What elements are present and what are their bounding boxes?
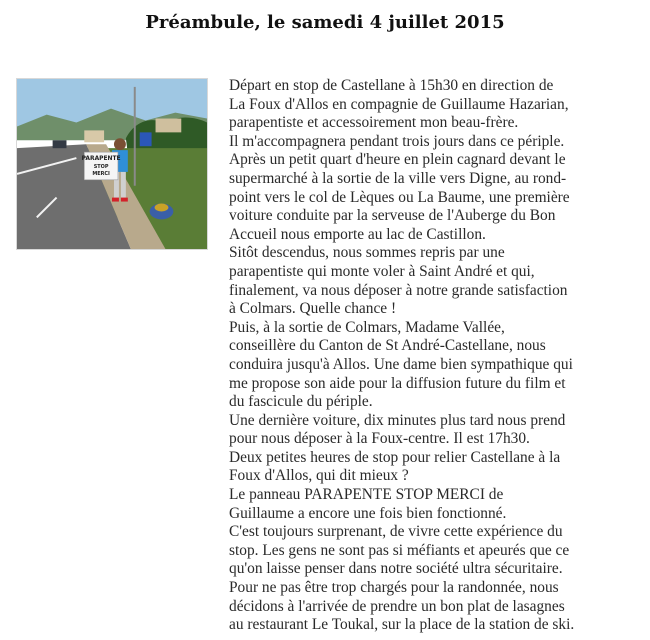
text-line: parapentiste qui monte voler à Saint André et qui, [229, 262, 535, 280]
text-line: qu'on laisse penser dans notre société ultra sécuritaire. [229, 560, 563, 578]
text-line: stop. Les gens ne sont pas si méfiants et apeurés que ce [229, 541, 570, 559]
text-line: Il m'accompagnera pendant trois jours dans ce périple. [229, 132, 565, 150]
text-line: Puis, à la sortie de Colmars, Madame Vallée, [229, 318, 505, 336]
text-line: conduira jusqu'à Allos. Une dame bien sympathique qui [229, 355, 573, 373]
street-pole [134, 87, 136, 186]
text-line: Deux petites heures de stop pour relier Castellane à la [229, 448, 561, 466]
backpack-top [155, 204, 169, 212]
article-body [229, 77, 649, 635]
text-line: me propose son aide pour la diffusion future du film et [229, 374, 566, 392]
hitchhiking-photo [16, 78, 208, 250]
text-line: Foux d'Allos, qui dit mieux ? [229, 467, 409, 485]
person-head [114, 138, 126, 150]
text-line: à Colmars. Quelle chance ! [229, 300, 397, 318]
sign-text: MERCI [92, 170, 110, 177]
roadside-scene-illustration [17, 79, 207, 249]
text-line: Le panneau PARAPENTE STOP MERCI de [229, 486, 504, 504]
person-shoe [112, 198, 119, 202]
text-line: Sitôt descendus, nous sommes repris par une [229, 244, 505, 262]
text-line: Guillaume a encore une fois bien fonctionné. [229, 504, 507, 522]
text-line: La Foux d'Allos en compagnie de Guillaume Hazarian, [229, 95, 569, 113]
text-line: pour nous déposer à la Foux-centre. Il est 17h30. [229, 430, 530, 448]
text-line: au restaurant Le Toukal, sur la place de la station de ski. [229, 616, 575, 634]
road-sign [140, 132, 152, 146]
sign-text: STOP [93, 163, 109, 170]
text-line: C'est toujours surprenant, de vivre cette expérience du [229, 523, 563, 541]
text-line: Départ en stop de Castellane à 15h30 en direction de [229, 77, 554, 94]
car [53, 140, 67, 148]
person-leg [121, 172, 126, 198]
text-line: voiture conduite par la serveuse de l'Auberge du Bon [229, 207, 556, 225]
text-line: point vers le col de Lèques ou La Baume, une première [229, 188, 570, 206]
house [156, 119, 182, 133]
person-shoe [121, 198, 128, 202]
text-line: parapentiste et accessoirement mon beau-frère. [229, 114, 519, 132]
text-line: Une dernière voiture, dix minutes plus tard nous prend [229, 411, 566, 429]
text-line: Accueil nous emporte au lac de Castillon. [229, 225, 486, 243]
text-line: du fascicule du périple. [229, 393, 373, 411]
text-line: décidons à l'arrivée de prendre un bon plat de lasagnes [229, 597, 565, 615]
house [84, 130, 104, 142]
text-line: conseillère du Canton de St André-Castellane, nous [229, 337, 546, 355]
page-title: Préambule, le samedi 4 juillet 2015 [145, 12, 505, 33]
text-line: Après un petit quart d'heure en plein cagnard devant le [229, 151, 566, 169]
text-line: finalement, va nous déposer à notre grande satisfaction [229, 281, 568, 299]
text-line: Pour ne pas être trop chargés pour la randonnée, nous [229, 579, 559, 597]
sign-text: PARAPENTE [81, 155, 121, 163]
text-line: supermarché à la sortie de la ville vers Digne, au rond- [229, 169, 567, 187]
